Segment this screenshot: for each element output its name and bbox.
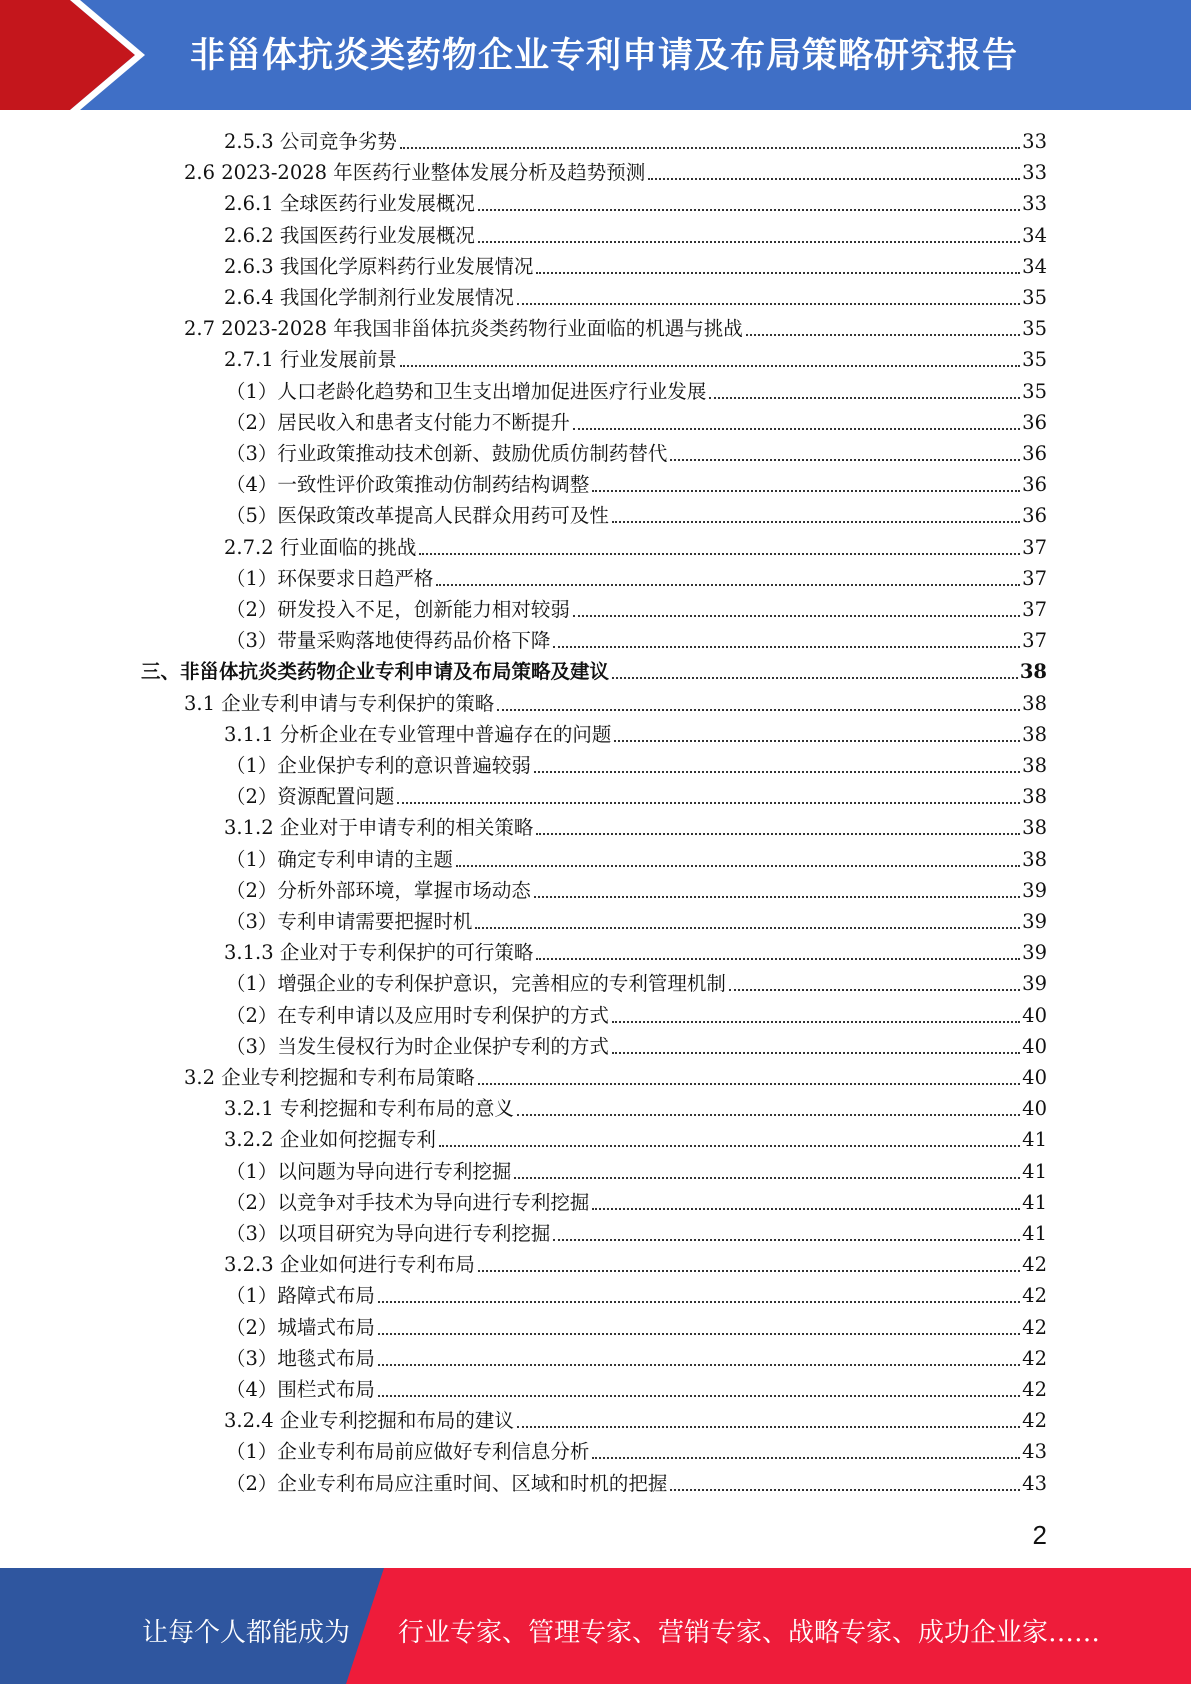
toc-entry-page-number: 39 (1022, 941, 1047, 965)
toc-entry-page-number: 37 (1022, 566, 1047, 590)
footer-slogan-left: 让每个人都能成为 (142, 1618, 351, 1648)
toc-entry-page-number: 38 (1019, 660, 1047, 684)
toc-entry-page-number: 39 (1022, 972, 1047, 996)
toc-entry-page-number: 42 (1022, 1409, 1047, 1433)
toc-entry-page-number: 34 (1022, 254, 1047, 278)
toc-dot-leader (614, 740, 1020, 742)
toc-entry[interactable] (226, 752, 1047, 780)
toc-entry-title: （2）分析外部环境，掌握市场动态 (226, 878, 531, 902)
toc-dot-leader (592, 490, 1020, 492)
toc-entry-page-number: 40 (1022, 1066, 1047, 1089)
toc-entry-title: 3.2.4 企业专利挖掘和布局的建议 (224, 1409, 514, 1433)
toc-dot-leader (378, 1364, 1020, 1366)
toc-entry-title: （2）资源配置问题 (226, 785, 395, 809)
toc-entry-title: 2.6.3 我国化学原料药行业发展情况 (224, 254, 534, 278)
toc-entry-title: （2）以竞争对手技术为导向进行专利挖掘 (226, 1190, 590, 1214)
toc-entry[interactable] (226, 1158, 1047, 1186)
toc-dot-leader (478, 1270, 1020, 1272)
toc-entry[interactable] (224, 284, 1047, 312)
toc-entry-title: 3.1.3 企业对于专利保护的可行策略 (224, 941, 534, 965)
toc-entry-page-number: 38 (1022, 847, 1047, 871)
toc-dot-leader (456, 865, 1020, 867)
toc-dot-leader (497, 709, 1020, 711)
toc-entry-page-number: 39 (1022, 878, 1047, 902)
toc-entry-page-number: 35 (1022, 379, 1047, 403)
toc-entry-page-number: 41 (1022, 1128, 1047, 1152)
toc-dot-leader (729, 989, 1020, 991)
toc-entry[interactable] (226, 1470, 1047, 1498)
toc-dot-leader (536, 958, 1020, 960)
toc-entry[interactable] (226, 783, 1047, 811)
toc-entry[interactable] (226, 1002, 1047, 1030)
toc-entry-page-number: 43 (1022, 1440, 1047, 1464)
toc-entry[interactable] (226, 846, 1047, 874)
toc-entry-title: 2.7.1 行业发展前景 (224, 348, 397, 372)
toc-entry[interactable] (224, 222, 1047, 250)
toc-dot-leader (478, 1083, 1020, 1085)
toc-entry[interactable] (226, 877, 1047, 905)
toc-entry-title: 2.6.1 全球医药行业发展概况 (224, 192, 475, 216)
toc-entry[interactable] (224, 128, 1047, 156)
toc-entry-page-number: 36 (1022, 442, 1047, 465)
toc-entry[interactable] (224, 1407, 1047, 1435)
toc-entry-title: （2）研发投入不足，创新能力相对较弱 (226, 598, 570, 621)
toc-entry-page-number: 39 (1022, 910, 1047, 933)
toc-entry-page-number: 35 (1022, 286, 1047, 309)
toc-entry[interactable] (226, 1189, 1047, 1217)
toc-entry-page-number: 33 (1022, 130, 1047, 153)
toc-dot-leader (746, 334, 1020, 336)
toc-entry-page-number: 33 (1022, 161, 1047, 185)
toc-entry[interactable] (226, 627, 1047, 655)
toc-entry-title: 2.6 2023-2028 年医药行业整体发展分析及趋势预测 (184, 161, 646, 185)
toc-entry-title: （1）增强企业的专利保护意识，完善相应的专利管理机制 (226, 972, 726, 996)
toc-entry-title: （2）城墙式布局 (226, 1315, 375, 1339)
toc-dot-leader (419, 553, 1020, 555)
toc-entry-page-number: 36 (1022, 473, 1047, 497)
toc-entry-page-number: 40 (1022, 1097, 1047, 1121)
toc-entry[interactable] (226, 1376, 1047, 1404)
toc-entry[interactable] (226, 565, 1047, 593)
toc-entry-page-number: 42 (1022, 1346, 1047, 1370)
document-title: 非甾体抗炎类药物企业专利申请及布局策略研究报告 (190, 36, 1019, 76)
toc-entry[interactable] (184, 159, 1047, 187)
toc-dot-leader (670, 1489, 1020, 1491)
toc-entry-title: （4）一致性评价政策推动仿制药结构调整 (226, 473, 590, 497)
toc-dot-leader (400, 147, 1020, 149)
toc-entry-page-number: 38 (1022, 816, 1047, 840)
toc-entry-title: 2.7 2023-2028 年我国非甾体抗炎类药物行业面临的机遇与挑战 (184, 317, 743, 341)
toc-entry-title: （3）带量采购落地使得药品价格下降 (226, 629, 551, 653)
toc-entry[interactable] (226, 1220, 1047, 1248)
toc-entry[interactable] (226, 1033, 1047, 1061)
toc-entry-title: 2.6.2 我国医药行业发展概况 (224, 223, 475, 247)
footer-slogan-right: 行业专家、管理专家、营销专家、战略专家、成功企业家…… (398, 1618, 1101, 1648)
toc-entry-title: （1）路障式布局 (226, 1284, 375, 1308)
toc-entry[interactable] (224, 1251, 1047, 1279)
toc-entry-page-number: 43 (1022, 1471, 1047, 1495)
toc-entry-title: 2.5.3 公司竞争劣势 (224, 130, 397, 153)
toc-entry-page-number: 35 (1022, 317, 1047, 341)
toc-entry-title: 3.2.2 企业如何挖掘专利 (224, 1128, 436, 1152)
toc-entry[interactable] (184, 690, 1047, 718)
toc-dot-leader (573, 428, 1020, 430)
toc-dot-leader (592, 1457, 1020, 1459)
toc-entry[interactable] (226, 1282, 1047, 1310)
toc-entry[interactable] (226, 908, 1047, 936)
toc-dot-leader (475, 927, 1020, 929)
toc-entry-page-number: 37 (1022, 598, 1047, 621)
toc-entry-title: （3）以项目研究为导向进行专利挖掘 (226, 1222, 551, 1245)
toc-entry-page-number: 42 (1022, 1378, 1047, 1401)
toc-entry-title: （1）以问题为导向进行专利挖掘 (226, 1159, 512, 1183)
toc-entry-title: （1）确定专利申请的主题 (226, 847, 453, 871)
toc-entry-page-number: 42 (1022, 1315, 1047, 1339)
toc-entry[interactable] (224, 814, 1047, 842)
toc-entry-page-number: 33 (1022, 192, 1047, 216)
toc-entry-title: （2）居民收入和患者支付能力不断提升 (226, 410, 570, 434)
toc-dot-leader (553, 646, 1020, 648)
toc-entry-title: （2）在专利申请以及应用时专利保护的方式 (226, 1003, 609, 1027)
toc-entry[interactable] (224, 1126, 1047, 1154)
header-banner (0, 0, 1191, 110)
toc-entry-page-number: 38 (1022, 722, 1047, 746)
toc-entry-page-number: 38 (1022, 691, 1047, 715)
toc-entry-title: 3.2.1 专利挖掘和专利布局的意义 (224, 1097, 514, 1121)
toc-entry-page-number: 40 (1022, 1003, 1047, 1027)
toc-dot-leader (478, 209, 1020, 211)
toc-dot-leader (517, 303, 1020, 305)
toc-entry-page-number: 42 (1022, 1253, 1047, 1277)
toc-entry-title: （3）专利申请需要把握时机 (226, 910, 473, 933)
toc-entry[interactable] (226, 502, 1047, 530)
toc-entry-page-number: 40 (1022, 1034, 1047, 1058)
toc-dot-leader (536, 272, 1020, 274)
toc-entry-title: （1）人口老龄化趋势和卫生支出增加促进医疗行业发展 (226, 379, 707, 403)
toc-entry[interactable] (224, 190, 1047, 218)
toc-entry-title: （3）地毯式布局 (226, 1346, 375, 1370)
toc-entry[interactable] (224, 1095, 1047, 1123)
toc-entry-title: 3.1.2 企业对于申请专利的相关策略 (224, 816, 534, 840)
toc-entry[interactable] (184, 315, 1047, 343)
toc-dot-leader (397, 802, 1020, 804)
toc-dot-leader (592, 1208, 1020, 1210)
toc-entry-title: （3）当发生侵权行为时企业保护专利的方式 (226, 1034, 609, 1058)
toc-entry-title: （1）企业专利布局前应做好专利信息分析 (226, 1440, 590, 1464)
toc-entry[interactable] (226, 378, 1047, 406)
toc-entry[interactable] (224, 534, 1047, 562)
toc-entry-title: （1）企业保护专利的意识普遍较弱 (226, 754, 531, 777)
toc-dot-leader (709, 397, 1020, 399)
toc-dot-leader (612, 1021, 1020, 1023)
toc-entry-title: （4）围栏式布局 (226, 1378, 375, 1401)
toc-entry-title: 三、非甾体抗炎类药物企业专利申请及布局策略及建议 (141, 660, 610, 684)
toc-entry-page-number: 36 (1022, 504, 1047, 528)
toc-entry[interactable] (226, 471, 1047, 499)
toc-dot-leader (514, 1177, 1020, 1179)
toc-dot-leader (612, 521, 1020, 523)
toc-entry[interactable] (224, 253, 1047, 281)
toc-entry-page-number: 34 (1022, 223, 1047, 247)
toc-entry-title: （5）医保政策改革提高人民群众用药可及性 (226, 504, 609, 528)
toc-entry[interactable] (226, 970, 1047, 998)
toc-entry[interactable] (226, 440, 1047, 468)
toc-entry-title: （3）行业政策推动技术创新、鼓励优质仿制药替代 (226, 442, 668, 465)
toc-entry[interactable] (141, 658, 1047, 686)
toc-entry[interactable] (226, 1345, 1047, 1373)
toc-dot-leader (517, 1426, 1020, 1428)
toc-entry[interactable] (226, 1438, 1047, 1466)
toc-entry-page-number: 41 (1022, 1222, 1047, 1245)
toc-entry[interactable] (226, 1314, 1047, 1342)
toc-entry-page-number: 37 (1022, 535, 1047, 559)
toc-dot-leader (612, 677, 1018, 679)
toc-dot-leader (436, 584, 1020, 586)
toc-dot-leader (648, 178, 1020, 180)
footer-banner (0, 1568, 1191, 1684)
toc-entry-page-number: 41 (1022, 1159, 1047, 1183)
toc-entry[interactable] (226, 596, 1047, 624)
toc-entry[interactable] (224, 939, 1047, 967)
toc-entry-page-number: 42 (1022, 1284, 1047, 1308)
toc-entry[interactable] (226, 409, 1047, 437)
toc-entry-page-number: 35 (1022, 348, 1047, 372)
toc-dot-leader (553, 1239, 1020, 1241)
toc-entry-page-number: 38 (1022, 754, 1047, 777)
toc-dot-leader (378, 1333, 1020, 1335)
toc-dot-leader (439, 1145, 1020, 1147)
toc-dot-leader (517, 1114, 1020, 1116)
toc-dot-leader (536, 833, 1020, 835)
header-chevron-decoration (0, 0, 150, 110)
toc-dot-leader (612, 1052, 1020, 1054)
toc-entry-title: 2.6.4 我国化学制剂行业发展情况 (224, 286, 514, 309)
toc-entry-page-number: 41 (1022, 1190, 1047, 1214)
toc-entry-title: 3.1.1 分析企业在专业管理中普遍存在的问题 (224, 722, 612, 746)
toc-entry[interactable] (184, 1064, 1047, 1092)
toc-entry[interactable] (224, 346, 1047, 374)
toc-dot-leader (670, 459, 1020, 461)
toc-entry-page-number: 38 (1022, 785, 1047, 809)
toc-dot-leader (534, 896, 1020, 898)
toc-entry-title: 3.2.3 企业如何进行专利布局 (224, 1253, 475, 1277)
toc-dot-leader (378, 1301, 1020, 1303)
page-number: 2 (1032, 1520, 1047, 1550)
toc-entry-title: 3.2 企业专利挖掘和专利布局策略 (184, 1066, 475, 1089)
toc-dot-leader (478, 241, 1020, 243)
toc-entry-title: （2）企业专利布局应注重时间、区域和时机的把握 (226, 1471, 668, 1495)
toc-entry[interactable] (224, 721, 1047, 749)
toc-dot-leader (400, 365, 1020, 367)
toc-entry-title: 3.1 企业专利申请与专利保护的策略 (184, 691, 495, 715)
toc-entry-title: （1）环保要求日趋严格 (226, 566, 434, 590)
toc-entry-page-number: 36 (1022, 410, 1047, 434)
toc-dot-leader (378, 1395, 1020, 1397)
toc-dot-leader (534, 771, 1020, 773)
toc-dot-leader (573, 615, 1020, 617)
toc-entry-title: 2.7.2 行业面临的挑战 (224, 535, 417, 559)
toc-entry-page-number: 37 (1022, 629, 1047, 653)
